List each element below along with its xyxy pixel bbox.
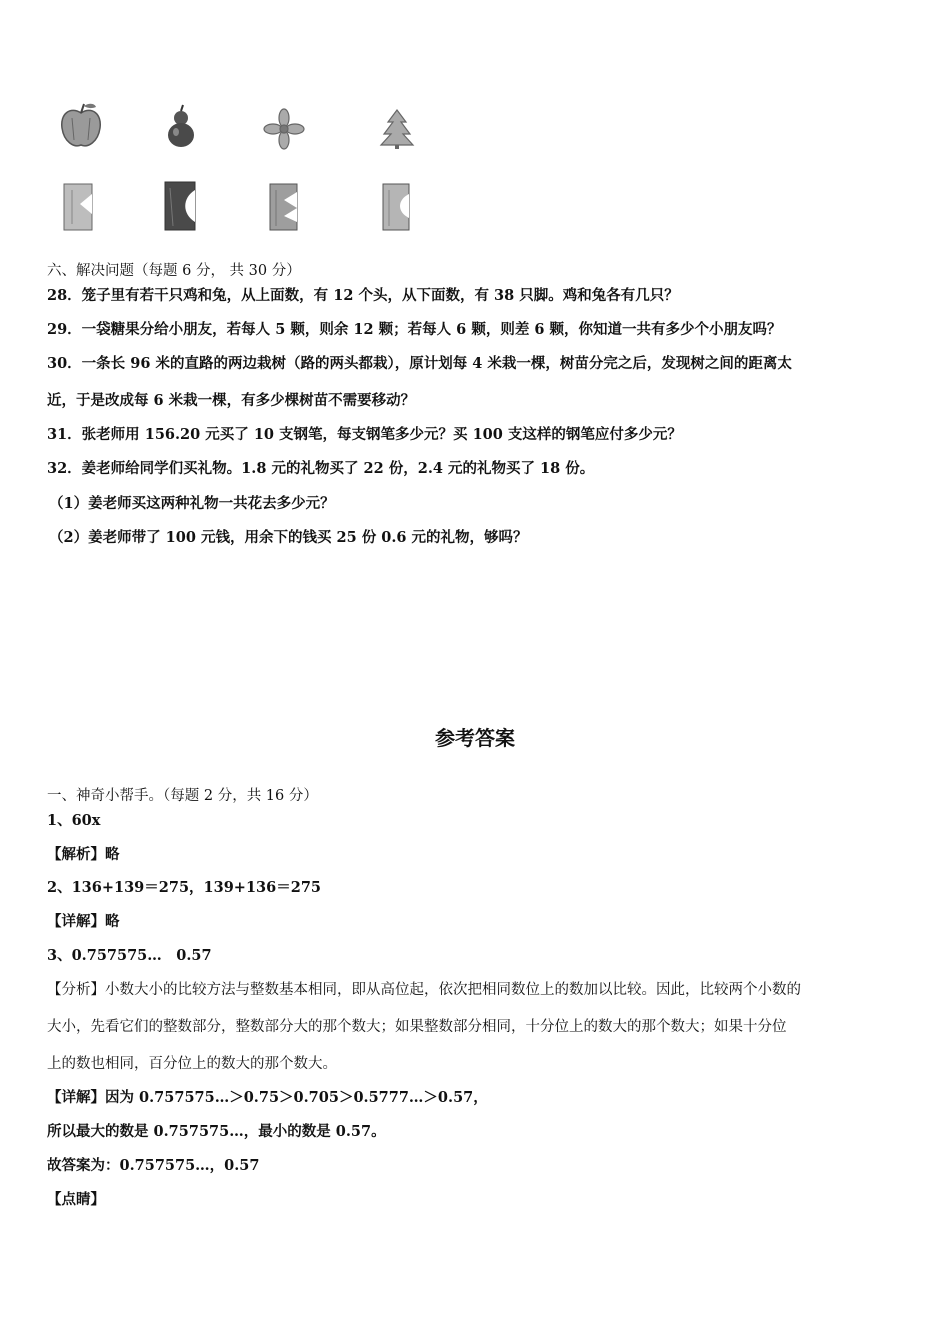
answer-3-point: 【点睛】 [47,1191,105,1208]
cutout-card-2 [165,182,195,230]
answer-3-final: 故答案为：0.757575…，0.57 [47,1157,260,1174]
cutout-card-4 [383,184,409,230]
gourd-figure [168,105,194,147]
section-6-heading: 六、解决问题（每题 6 分， 共 30 分） [47,263,301,279]
cutout-card-1 [64,184,92,230]
question-32-part-1: （1）姜老师买这两种礼物一共花去多少元？ [49,495,335,512]
answer-2: 2、136+139＝275，139+136＝275 [47,879,321,896]
question-31: 31．张老师用 156.20 元买了 10 支钢笔，每支钢笔多少元？买 100 支这样的钢笔应付多少元？ [47,426,682,443]
answer-3-conclusion: 所以最大的数是 0.757575…，最小的数是 0.57。 [47,1123,386,1140]
question-28: 28．笼子里有若干只鸡和兔，从上面数，有 12 个头，从下面数，有 38 只脚。鸡和兔各有几只？ [47,287,679,304]
answers-section-1-heading: 一、神奇小帮手。（每题 2 分，共 16 分） [47,788,318,804]
answer-3-analysis-line-2: 大小，先看它们的整数部分，整数部分大的那个数大；如果整数部分相同，十分位上的数大的那个数大；如果十分位 [47,1019,787,1035]
answer-3-analysis-line-3: 上的数也相同，百分位上的数大的那个数大。 [47,1056,337,1072]
question-30-line-2: 近，于是改成每 6 米栽一棵，有多少棵树苗不需要移动？ [47,392,416,409]
tree-figure [381,110,413,149]
question-32: 32．姜老师给同学们买礼物。1.8 元的礼物买了 22 份，2.4 元的礼物买了 18 份。 [47,460,595,477]
answers-title: 参考答案 [435,726,515,750]
answer-2-note: 【详解】略 [47,913,120,930]
question-32-part-2: （2）姜老师带了 100 元钱，用余下的钱买 25 份 0.6 元的礼物，够吗？ [49,529,528,546]
answer-3-analysis-line-1: 【分析】小数大小的比较方法与整数基本相同，即从高位起，依次把相同数位上的数加以比较。因此，比较两个小数的 [47,982,801,998]
answer-3: 3、0.757575… 0.57 [47,947,212,964]
cutout-card-3 [270,184,297,230]
answer-3-detail: 【详解】因为 0.757575…＞0.75＞0.705＞0.5777…＞0.57， [47,1089,488,1106]
apple-figure [62,104,101,146]
question-29: 29．一袋糖果分给小朋友，若每人 5 颗，则余 12 颗；若每人 6 颗，则差 6 颗，你知道一共有多少个小朋友吗？ [47,321,782,338]
answer-1: 1、60x [47,812,101,829]
figure-area [0,0,950,250]
answer-1-note: 【解析】略 [47,846,120,863]
flower-figure [264,109,304,149]
question-30-line-1: 30．一条长 96 米的直路的两边栽树（路的两头都栽），原计划每 4 米栽一棵，树苗分完之后，发现树之间的距离太 [47,355,792,372]
